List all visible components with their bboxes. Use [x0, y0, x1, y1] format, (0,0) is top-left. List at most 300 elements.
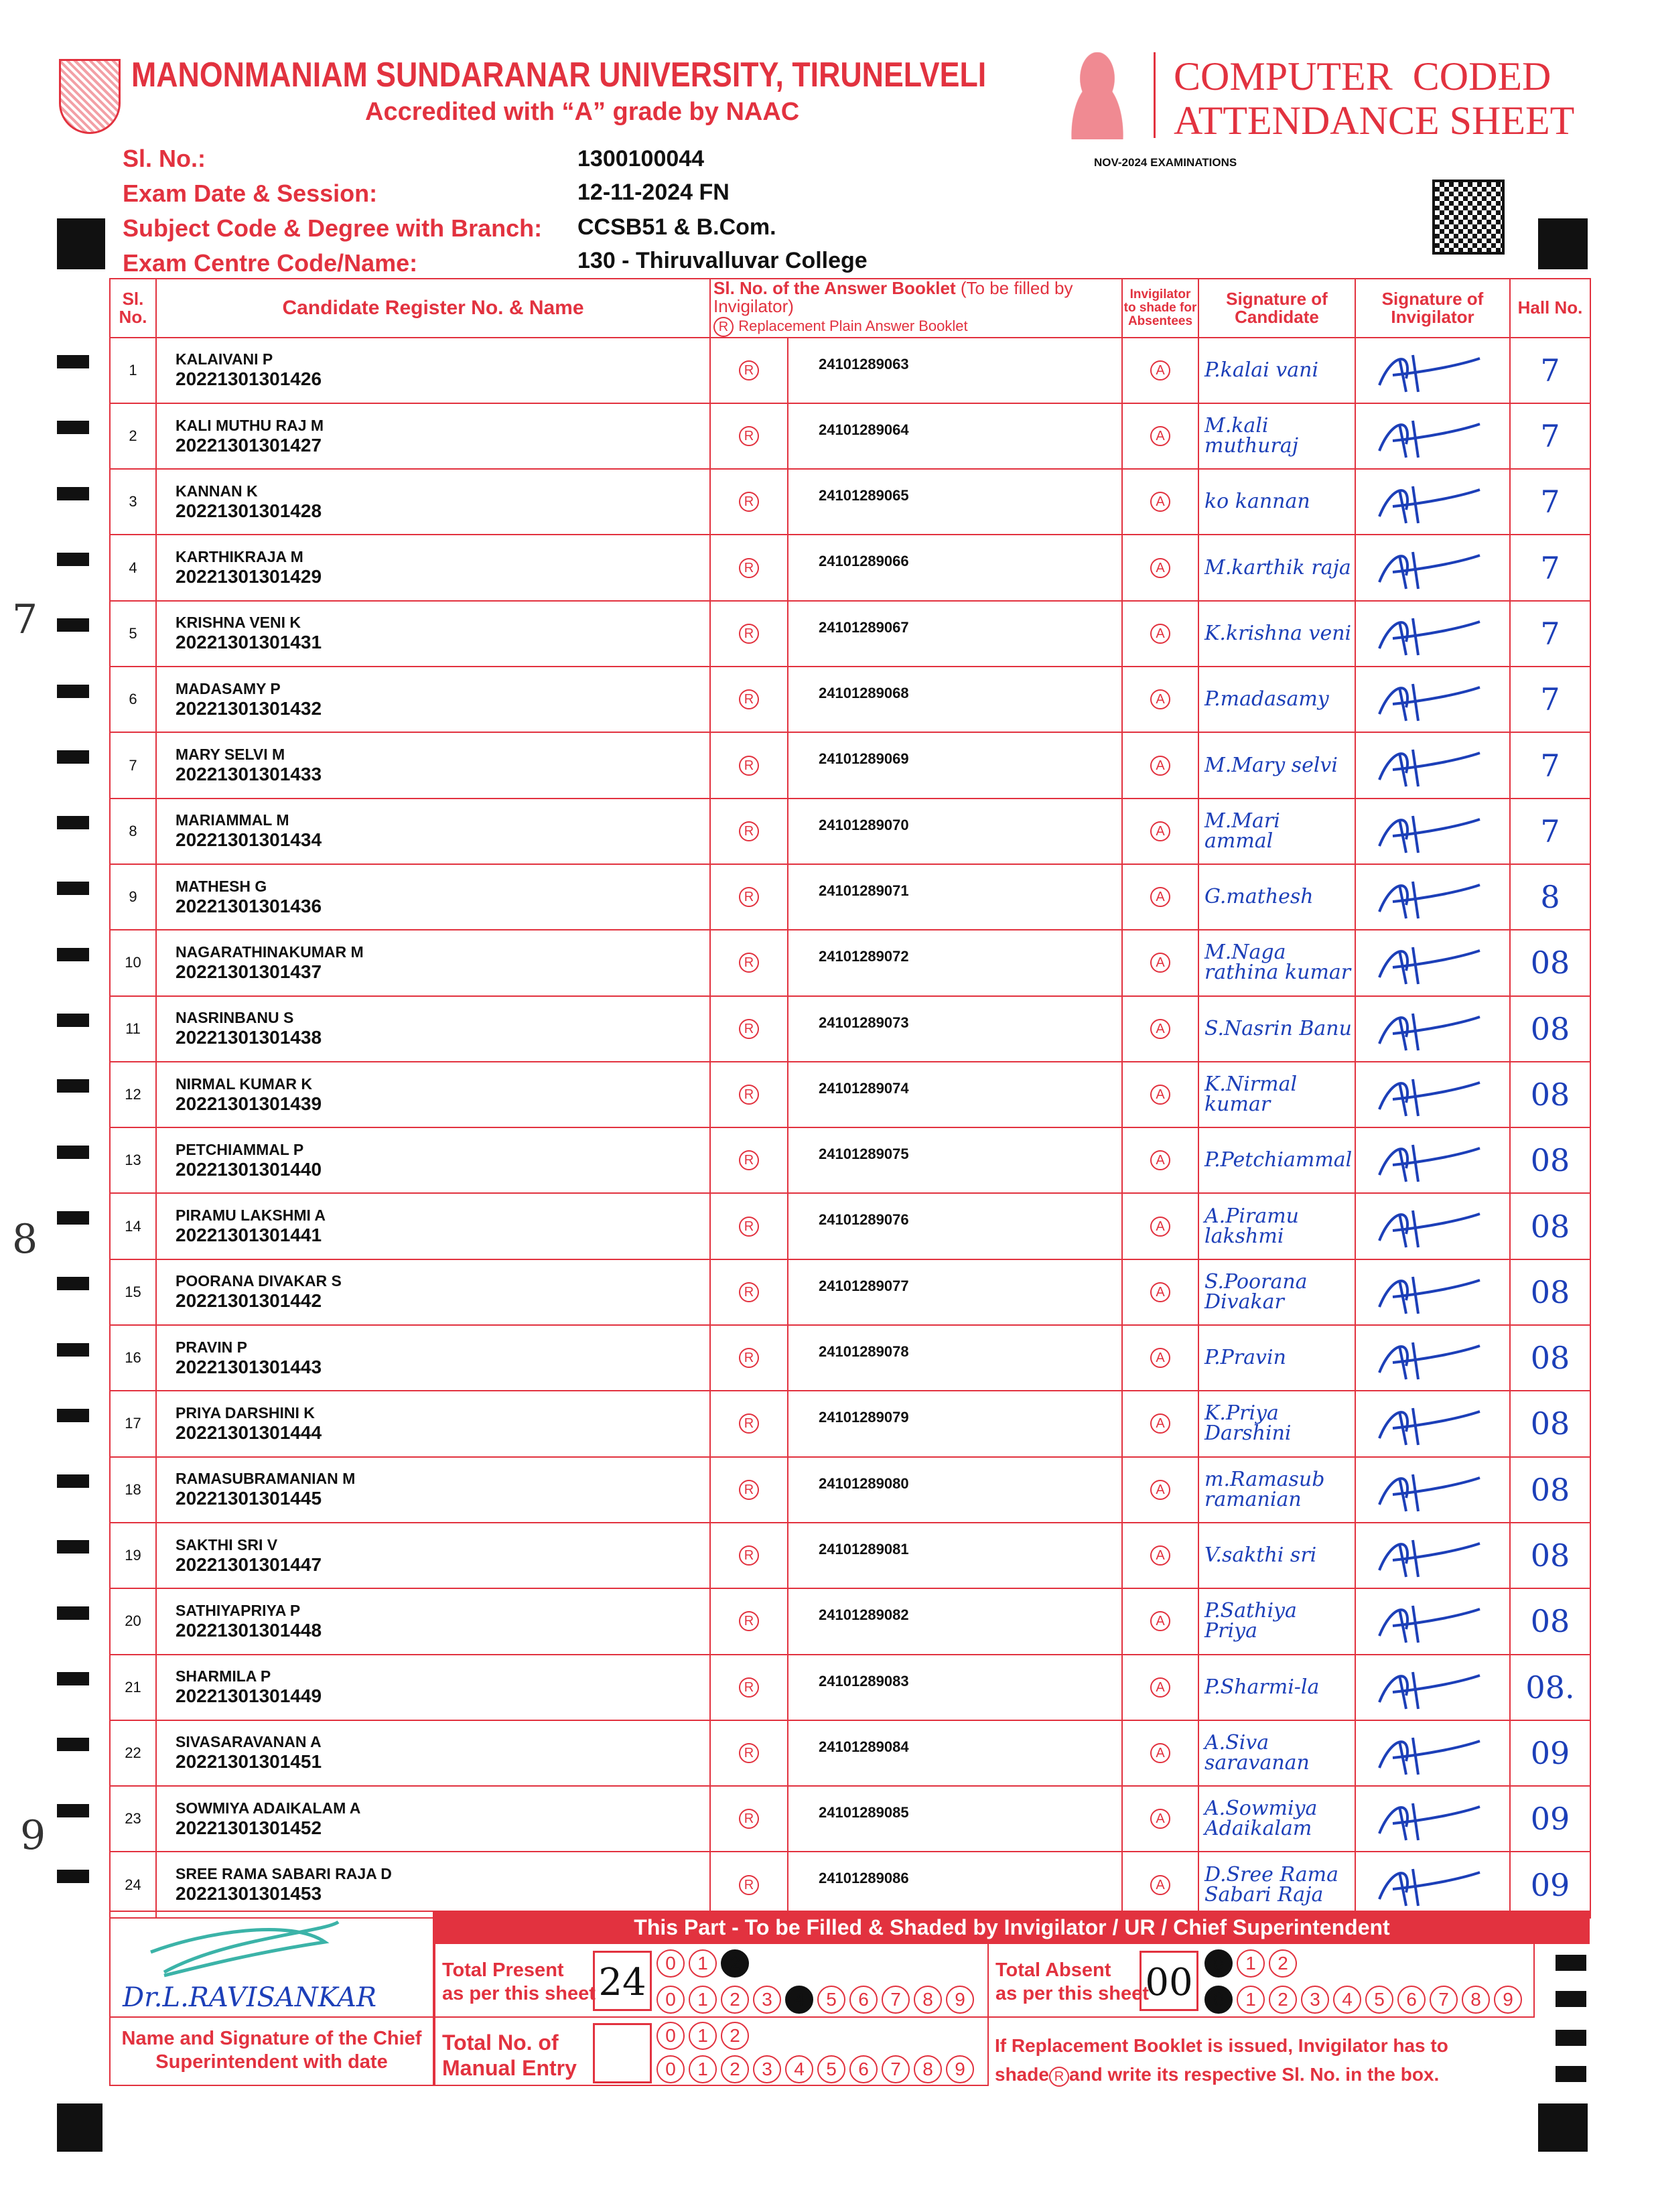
candidate-name: NAGARATHINAKUMAR M [176, 943, 364, 961]
invigilator-signature [1355, 338, 1510, 403]
invigilator-signature [1355, 1457, 1510, 1523]
replacement-bubble[interactable]: R [739, 1217, 759, 1237]
booklet-number: 24101289076 [788, 1193, 1122, 1259]
timing-mark [57, 1211, 89, 1225]
absent-bubble[interactable]: A [1150, 887, 1170, 907]
present-label [442, 1959, 596, 2006]
invigilator-signature-icon [1366, 674, 1500, 728]
invigilator-signature-icon [1366, 542, 1500, 596]
centre-label: Exam Centre Code/Name: [123, 249, 418, 277]
replacement-cell [710, 799, 788, 864]
candidate-name: KALI MUTHU RAJ M [176, 416, 324, 434]
booklet-number: 24101289070 [788, 799, 1122, 864]
invigilator-signature-icon [1366, 740, 1500, 793]
digit-bubble[interactable]: 2 [721, 2055, 749, 2083]
candidate-cell [156, 535, 710, 600]
replacement-bubble[interactable]: R [739, 1809, 759, 1829]
candidate-cell [156, 1523, 710, 1588]
booklet-number: 24101289063 [788, 338, 1122, 403]
hall-number: 09 [1510, 1786, 1590, 1852]
replacement-bubble[interactable]: R [739, 426, 759, 446]
col-sig-invigilator: Signature of Invigilator [1355, 279, 1510, 338]
replacement-cell [710, 1193, 788, 1259]
invigilator-signature-icon [1366, 937, 1500, 991]
absent-bubble[interactable]: A [1150, 1743, 1170, 1763]
timing-mark [1556, 2066, 1586, 2082]
replacement-note-line1: If Replacement Booklet is issued, Invigilator has to [995, 2035, 1448, 2056]
candidate-name: SREE RAMA SABARI RAJA D [176, 1865, 392, 1883]
digit-bubble[interactable]: 9 [946, 2055, 974, 2083]
table-row [110, 1588, 1590, 1654]
absent-bubble[interactable]: A [1150, 1545, 1170, 1566]
hall-number: 08 [1510, 1193, 1590, 1259]
hall-number: 08 [1510, 996, 1590, 1062]
replacement-bubble[interactable]: R [739, 1611, 759, 1631]
digit-bubble[interactable]: 3 [753, 2055, 781, 2083]
candidate-name: PETCHIAMMAL P [176, 1140, 304, 1158]
candidate-cell [156, 732, 710, 798]
candidate-name: SHARMILA P [176, 1667, 271, 1685]
candidate-name: KANNAN K [176, 482, 258, 500]
replacement-bubble[interactable]: R [739, 1743, 759, 1763]
absent-bubble[interactable]: A [1150, 1085, 1170, 1105]
replacement-bubble[interactable]: R [739, 953, 759, 973]
candidate-cell [156, 403, 710, 469]
replacement-cell [710, 667, 788, 732]
invigilator-signature-icon [1366, 1267, 1500, 1320]
booklet-number: 24101289086 [788, 1852, 1122, 1917]
register-number: 20221301301431 [176, 632, 322, 653]
digit-bubble[interactable]: 1 [689, 2022, 717, 2050]
digit-bubble[interactable]: 3 [753, 1986, 781, 2014]
absent-label-line1: Total Absent [995, 1959, 1111, 1981]
candidate-name: NIRMAL KUMAR K [176, 1075, 313, 1093]
replacement-bubble[interactable]: R [739, 1875, 759, 1895]
candidate-cell [156, 930, 710, 995]
replacement-bubble[interactable]: R [739, 821, 759, 841]
digit-bubble[interactable]: 2 [721, 2022, 749, 2050]
register-number: 20221301301453 [176, 1883, 322, 1905]
absent-bubble[interactable]: A [1150, 360, 1170, 381]
absent-bubble[interactable]: A [1150, 1677, 1170, 1698]
sheet-title-line1: COMPUTER CODED [1174, 54, 1551, 98]
hall-number: 8 [1510, 864, 1590, 930]
invigilator-signature [1355, 469, 1510, 535]
digit-bubble[interactable]: 2 [1269, 1986, 1297, 2014]
invigilator-signature [1355, 996, 1510, 1062]
absent-bubble[interactable]: A [1150, 1348, 1170, 1368]
replacement-bubble[interactable]: R [739, 756, 759, 776]
col-hall: Hall No. [1510, 279, 1590, 338]
hall-number: 7 [1510, 403, 1590, 469]
invigilator-signature-icon [1366, 411, 1500, 464]
row-sl: 15 [110, 1259, 156, 1325]
register-number: 20221301301452 [176, 1817, 322, 1838]
total-present-cell [434, 1943, 989, 2018]
hall-number: 08 [1510, 1391, 1590, 1456]
present-label-line1: Total Present [442, 1959, 564, 1981]
table-row [110, 1127, 1590, 1193]
replacement-cell [710, 1720, 788, 1786]
row-sl: 4 [110, 535, 156, 600]
digit-bubble[interactable]: 6 [1397, 1986, 1426, 2014]
absent-cell [1122, 930, 1198, 995]
row-sl: 12 [110, 1062, 156, 1127]
subject-value: CCSB51 & B.Com. [577, 214, 776, 240]
replacement-bubble[interactable]: R [739, 1348, 759, 1368]
absent-bubble[interactable]: A [1150, 426, 1170, 446]
registration-mark [57, 2103, 102, 2152]
candidate-cell [156, 864, 710, 930]
digit-bubble[interactable]: 4 [785, 1986, 813, 2014]
absent-bubble[interactable]: A [1150, 492, 1170, 512]
timing-mark [57, 1870, 89, 1883]
digit-bubble[interactable]: 1 [1237, 1986, 1265, 2014]
digit-bubble[interactable]: 4 [785, 2055, 813, 2083]
absent-value-box[interactable]: 00 [1140, 1951, 1198, 2011]
absent-cell [1122, 403, 1198, 469]
timing-mark [57, 618, 89, 632]
absent-cell [1122, 1062, 1198, 1127]
row-sl: 7 [110, 732, 156, 798]
digit-bubble[interactable]: 9 [946, 1986, 974, 2014]
register-number: 20221301301451 [176, 1751, 322, 1773]
digit-bubble[interactable]: 8 [914, 2055, 942, 2083]
candidate-name: MARIAMMAL M [176, 811, 289, 829]
replacement-cell [710, 1062, 788, 1127]
register-number: 20221301301436 [176, 895, 322, 916]
invigilator-signature-icon [1366, 872, 1500, 925]
attendance-table [109, 278, 1591, 1919]
hall-number: 7 [1510, 535, 1590, 600]
digit-bubble[interactable]: 9 [1494, 1986, 1522, 2014]
digit-bubble[interactable]: 3 [1301, 1986, 1329, 2014]
candidate-cell [156, 799, 710, 864]
candidate-cell [156, 1259, 710, 1325]
row-sl: 14 [110, 1193, 156, 1259]
timing-mark [57, 1540, 89, 1553]
candidate-name: SIVASARAVANAN A [176, 1733, 322, 1751]
absent-cell [1122, 1655, 1198, 1720]
timing-mark [57, 553, 89, 566]
replacement-bubble[interactable]: R [739, 1282, 759, 1302]
booklet-number: 24101289074 [788, 1062, 1122, 1127]
manual-value-box[interactable] [593, 2023, 652, 2083]
row-sl: 2 [110, 403, 156, 469]
invigilator-section [109, 1911, 1590, 2086]
hall-number: 09 [1510, 1720, 1590, 1786]
replacement-bubble-icon: R [713, 317, 734, 337]
register-number: 20221301301439 [176, 1093, 322, 1114]
absent-bubble[interactable]: A [1150, 624, 1170, 644]
absent-bubble[interactable]: A [1150, 1150, 1170, 1170]
sl-no-label: Sl. No.: [123, 145, 206, 172]
candidate-name: SOWMIYA ADAIKALAM A [176, 1799, 361, 1817]
manual-label-line2: Manual Entry [442, 2056, 577, 2081]
invigilator-signature-icon [1366, 806, 1500, 859]
absent-bubble[interactable]: A [1150, 1413, 1170, 1434]
hall-number: 7 [1510, 799, 1590, 864]
centre-value: 130 - Thiruvalluvar College [577, 248, 868, 273]
digit-bubble[interactable]: 1 [689, 2055, 717, 2083]
replacement-cell [710, 732, 788, 798]
candidate-signature: M.karthik raja [1198, 535, 1355, 600]
table-row [110, 996, 1590, 1062]
absent-bubble[interactable]: A [1150, 1611, 1170, 1631]
digit-bubble[interactable]: 6 [849, 2055, 878, 2083]
col-sig-candidate: Signature of Candidate [1198, 279, 1355, 338]
table-row [110, 1523, 1590, 1588]
hall-number: 08 [1510, 1457, 1590, 1523]
register-number: 20221301301428 [176, 500, 322, 521]
absent-bubble[interactable]: A [1150, 1217, 1170, 1237]
booklet-header: Sl. No. of the Answer Booklet [713, 278, 956, 298]
absent-cell [1122, 1588, 1198, 1654]
absent-cell [1122, 1720, 1198, 1786]
absent-bubble[interactable]: A [1150, 1019, 1170, 1039]
col-sl: Sl. No. [110, 279, 156, 338]
digit-bubble[interactable]: 1 [689, 1986, 717, 2014]
digit-bubble[interactable]: 8 [914, 1986, 942, 2014]
candidate-signature: A.Piramu lakshmi [1198, 1193, 1355, 1259]
invigilator-signature [1355, 667, 1510, 732]
digit-bubble[interactable]: 5 [817, 1986, 845, 2014]
timing-mark [57, 948, 89, 961]
candidate-name: MADASAMY P [176, 679, 281, 697]
absent-bubble[interactable]: A [1150, 1282, 1170, 1302]
candidate-name: RAMASUBRAMANIAN M [176, 1470, 356, 1488]
founder-portrait [1057, 52, 1137, 139]
candidate-signature: V.sakthi sri [1198, 1523, 1355, 1588]
timing-mark [1556, 1991, 1586, 2007]
invigilator-signature [1355, 1325, 1510, 1391]
hall-number: 08 [1510, 1325, 1590, 1391]
digit-bubble[interactable]: 0 [657, 1986, 685, 2014]
booklet-number: 24101289066 [788, 535, 1122, 600]
table-row [110, 1259, 1590, 1325]
digit-bubble[interactable]: 6 [849, 1986, 878, 2014]
section-banner: This Part - To be Filled & Shaded by Invigilator / UR / Chief Superintendent [434, 1911, 1590, 1944]
row-sl: 21 [110, 1655, 156, 1720]
absent-bubble[interactable]: A [1150, 1809, 1170, 1829]
replacement-bubble[interactable]: R [739, 1545, 759, 1566]
absent-cell [1122, 996, 1198, 1062]
invigilator-signature-icon [1366, 1398, 1500, 1452]
row-sl: 3 [110, 469, 156, 535]
replacement-bubble[interactable]: R [739, 1019, 759, 1039]
replacement-bubble[interactable]: R [739, 1150, 759, 1170]
exam-date-label: Exam Date & Session: [123, 180, 378, 207]
booklet-note: (To be filled by Invigilator) [713, 278, 1073, 317]
manual-entry-cell [434, 2016, 989, 2086]
digit-bubble[interactable]: 1 [689, 1949, 717, 1978]
invigilator-signature-icon [1366, 1596, 1500, 1649]
timing-mark [57, 816, 89, 829]
candidate-cell [156, 1786, 710, 1852]
timing-mark [57, 421, 89, 434]
replacement-note-line2: shade [995, 2064, 1049, 2085]
absent-cell [1122, 864, 1198, 930]
digit-bubble[interactable]: 5 [817, 2055, 845, 2083]
row-sl: 11 [110, 996, 156, 1062]
digit-bubble[interactable]: 8 [1462, 1986, 1490, 2014]
invigilator-signature-icon [1366, 1530, 1500, 1584]
table-row [110, 1325, 1590, 1391]
present-value-box[interactable]: 24 [593, 1951, 652, 2011]
booklet-number: 24101289083 [788, 1655, 1122, 1720]
invigilator-signature [1355, 1655, 1510, 1720]
digit-bubble[interactable]: 7 [1430, 1986, 1458, 2014]
invigilator-signature-icon [1366, 1135, 1500, 1188]
candidate-signature: ko kannan [1198, 469, 1355, 535]
absent-bubble[interactable]: A [1150, 689, 1170, 709]
digit-bubble[interactable]: 0 [657, 2055, 685, 2083]
digit-bubble[interactable]: 4 [1333, 1986, 1361, 2014]
replacement-bubble[interactable]: R [739, 689, 759, 709]
replacement-cell [710, 338, 788, 403]
absent-bubble[interactable]: A [1150, 558, 1170, 578]
replacement-cell [710, 1852, 788, 1917]
absent-label-line2: as per this sheet [995, 1982, 1149, 2004]
candidate-cell [156, 1852, 710, 1917]
booklet-number: 24101289065 [788, 469, 1122, 535]
candidate-cell [156, 996, 710, 1062]
candidate-name: PRIYA DARSHINI K [176, 1403, 315, 1422]
candidate-cell [156, 1325, 710, 1391]
absent-cell [1122, 1127, 1198, 1193]
candidate-cell [156, 469, 710, 535]
digit-bubble[interactable]: 2 [721, 1949, 749, 1978]
candidate-name: MATHESH G [176, 877, 267, 895]
timing-mark [57, 355, 89, 368]
candidate-cell [156, 1127, 710, 1193]
booklet-number: 24101289067 [788, 601, 1122, 667]
hall-number: 7 [1510, 601, 1590, 667]
hall-number: 7 [1510, 338, 1590, 403]
absent-bubble[interactable]: A [1150, 1480, 1170, 1500]
register-number: 20221301301426 [176, 368, 322, 390]
invigilator-signature [1355, 732, 1510, 798]
replacement-bubble[interactable]: R [739, 492, 759, 512]
digit-bubble[interactable]: 0 [1204, 1986, 1233, 2014]
invigilator-signature-icon [1366, 1662, 1500, 1716]
digit-bubble[interactable]: 2 [1269, 1949, 1297, 1978]
absent-bubble[interactable]: A [1150, 1875, 1170, 1895]
replacement-bubble[interactable]: R [739, 887, 759, 907]
replacement-cell [710, 1523, 788, 1588]
digit-bubble[interactable]: 0 [1204, 1949, 1233, 1978]
row-sl: 20 [110, 1588, 156, 1654]
row-sl: 8 [110, 799, 156, 864]
invigilator-signature [1355, 1391, 1510, 1456]
candidate-signature: S.Poorana Divakar [1198, 1259, 1355, 1325]
candidate-cell [156, 667, 710, 732]
candidate-cell [156, 1655, 710, 1720]
register-number: 20221301301437 [176, 961, 322, 982]
replacement-cell [710, 1325, 788, 1391]
replacement-cell [710, 1588, 788, 1654]
absent-bubble[interactable]: A [1150, 756, 1170, 776]
replacement-bubble[interactable]: R [739, 558, 759, 578]
replacement-bubble[interactable]: R [739, 1480, 759, 1500]
candidate-signature: m.Ramasub ramanian [1198, 1457, 1355, 1523]
row-sl: 19 [110, 1523, 156, 1588]
absent-cell [1122, 799, 1198, 864]
absent-bubble[interactable]: A [1150, 821, 1170, 841]
candidate-cell [156, 601, 710, 667]
invigilator-signature [1355, 1127, 1510, 1193]
absent-cell [1122, 1852, 1198, 1917]
replacement-bubble[interactable]: R [739, 624, 759, 644]
replacement-cell [710, 1457, 788, 1523]
register-number: 20221301301438 [176, 1027, 322, 1048]
absent-cell [1122, 338, 1198, 403]
replacement-bubble[interactable]: R [739, 1085, 759, 1105]
candidate-signature: P.Sharmi-la [1198, 1655, 1355, 1720]
absent-cell [1122, 601, 1198, 667]
row-sl: 5 [110, 601, 156, 667]
digit-bubble[interactable]: 2 [721, 1986, 749, 2014]
chief-signature-icon [124, 1912, 445, 1979]
register-number: 20221301301442 [176, 1290, 322, 1312]
col-candidate: Candidate Register No. & Name [156, 279, 710, 338]
invigilator-signature-icon [1366, 476, 1500, 530]
replacement-bubble[interactable]: R [739, 1677, 759, 1698]
booklet-number: 24101289082 [788, 1588, 1122, 1654]
timing-mark [57, 1606, 89, 1620]
university-name: MANONMANIAM SUNDARANAR UNIVERSITY, TIRUNELVELI [131, 56, 987, 94]
absent-bubble[interactable]: A [1150, 953, 1170, 973]
table-row [110, 338, 1590, 403]
replacement-bubble[interactable]: R [739, 1413, 759, 1434]
invigilator-signature [1355, 1062, 1510, 1127]
sheet-title-line2: ATTENDANCE SHEET [1174, 98, 1575, 143]
timing-mark [57, 750, 89, 764]
replacement-cell [710, 1391, 788, 1456]
candidate-signature: P.Sathiya Priya [1198, 1588, 1355, 1654]
table-row [110, 930, 1590, 995]
invigilator-signature [1355, 799, 1510, 864]
registration-mark [1538, 2103, 1588, 2152]
register-number: 20221301301445 [176, 1488, 322, 1509]
register-number: 20221301301433 [176, 764, 322, 785]
candidate-name: NASRINBANU S [176, 1009, 294, 1027]
absent-cell [1122, 1391, 1198, 1456]
candidate-signature: M.Naga rathina kumar [1198, 930, 1355, 995]
digit-bubble[interactable]: 1 [1237, 1949, 1265, 1978]
digit-bubble[interactable]: 7 [882, 1986, 910, 2014]
replacement-bubble[interactable]: R [739, 360, 759, 381]
replacement-label: Replacement Plain Answer Booklet [738, 317, 968, 334]
row-sl: 24 [110, 1852, 156, 1917]
booklet-number: 24101289081 [788, 1523, 1122, 1588]
booklet-number: 24101289073 [788, 996, 1122, 1062]
col-absent: Invigilator to shade for Absentees [1122, 279, 1198, 338]
header-divider [1154, 52, 1156, 138]
candidate-signature: A.Siva saravanan [1198, 1720, 1355, 1786]
digit-bubble[interactable]: 0 [657, 2022, 685, 2050]
margin-note: 9 [20, 1812, 46, 1859]
digit-bubble[interactable]: 5 [1365, 1986, 1393, 2014]
replacement-cell [710, 930, 788, 995]
table-row [110, 403, 1590, 469]
digit-bubble[interactable]: 7 [882, 2055, 910, 2083]
invigilator-signature [1355, 1193, 1510, 1259]
digit-bubble[interactable]: 0 [657, 1949, 685, 1978]
row-sl: 9 [110, 864, 156, 930]
absent-label [995, 1959, 1149, 2006]
replacement-cell [710, 535, 788, 600]
